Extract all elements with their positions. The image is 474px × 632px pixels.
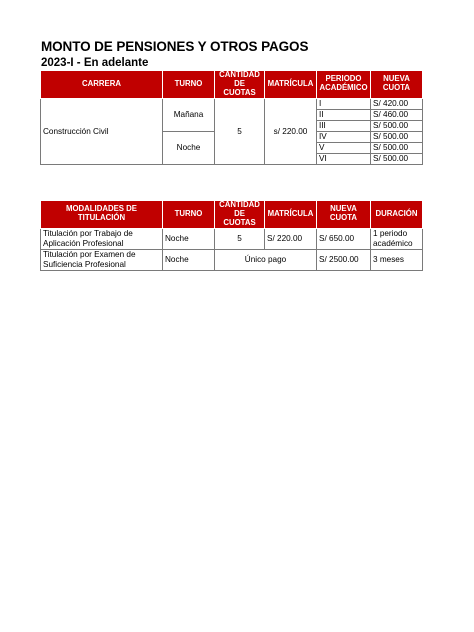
cell-turno-manana: Mañana	[163, 98, 215, 131]
header-carrera: CARRERA	[41, 71, 163, 99]
cell-duracion: 1 periodo académico	[371, 228, 423, 249]
header-nueva-cuota: NUEVA CUOTA	[317, 201, 371, 229]
header-periodo: PERIODO ACADÉMICO	[317, 71, 371, 99]
cell-periodo: IV	[317, 131, 371, 142]
header-cantidad-cuotas: CANTIDAD DE CUOTAS	[215, 71, 265, 99]
table-row	[41, 98, 423, 109]
header-matricula: MATRÍCULA	[265, 201, 317, 229]
cell-turno: Noche	[163, 249, 215, 270]
cell-periodo: II	[317, 109, 371, 120]
cell-periodo: I	[317, 98, 371, 109]
cell-duracion: 3 meses	[371, 249, 423, 270]
header-nueva-cuota: NUEVA CUOTA	[371, 71, 423, 99]
cell-cuotas: 5	[215, 228, 265, 249]
cell-unico-pago: Único pago	[215, 249, 317, 270]
cell-cuota: S/ 460.00	[371, 109, 423, 120]
header-matricula: MATRÍCULA	[265, 71, 317, 99]
table-row	[41, 249, 423, 270]
header-cantidad-cuotas: CANTIDAD DE CUOTAS	[215, 201, 265, 229]
titulacion-table	[40, 200, 423, 271]
cell-modalidad: Titulación por Trabajo de Aplicación Profesional	[41, 228, 163, 249]
cell-carrera: Construcción Civil	[41, 98, 163, 164]
cell-cuota: S/ 420.00	[371, 98, 423, 109]
table-header-row	[41, 201, 423, 229]
header-turno: TURNO	[163, 201, 215, 229]
pensiones-table	[40, 70, 423, 165]
cell-matricula: S/ 220.00	[265, 228, 317, 249]
cell-modalidad: Titulación por Examen de Suficiencia Profesional	[41, 249, 163, 270]
header-modalidades: MODALIDADES DE TITULACIÓN	[41, 201, 163, 229]
cell-cuota: S/ 500.00	[371, 120, 423, 131]
cell-turno-noche: Noche	[163, 131, 215, 164]
cell-cuota: S/ 500.00	[371, 153, 423, 164]
cell-nueva-cuota: S/ 2500.00	[317, 249, 371, 270]
table-header-row	[41, 71, 423, 99]
header-duracion: DURACIÓN	[371, 201, 423, 229]
cell-cuota: S/ 500.00	[371, 131, 423, 142]
cell-periodo: V	[317, 142, 371, 153]
cell-periodo: III	[317, 120, 371, 131]
cell-cuotas: 5	[215, 98, 265, 164]
cell-periodo: VI	[317, 153, 371, 164]
cell-matricula: s/ 220.00	[265, 98, 317, 164]
header-turno: TURNO	[163, 71, 215, 99]
table-row	[41, 228, 423, 249]
cell-turno: Noche	[163, 228, 215, 249]
cell-cuota: S/ 500.00	[371, 142, 423, 153]
cell-nueva-cuota: S/ 650.00	[317, 228, 371, 249]
page-subtitle: 2023-I - En adelante	[41, 57, 149, 69]
page-title: MONTO DE PENSIONES Y OTROS PAGOS	[41, 39, 309, 54]
